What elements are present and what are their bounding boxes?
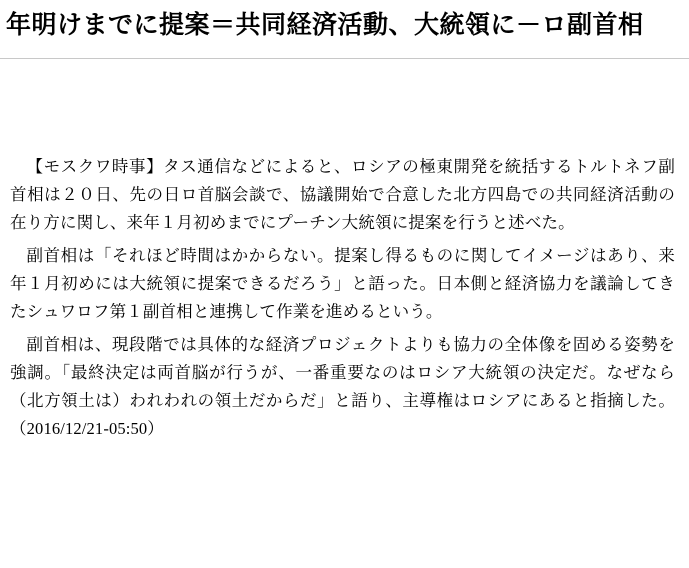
headline-divider (0, 58, 689, 59)
page-title: 年明けまでに提案＝共同経済活動、大統領に－ロ副首相 (6, 11, 644, 39)
article-body (0, 153, 689, 443)
article-paragraph: 副首相は、現段階では具体的な経済プロジェクトよりも協力の全体像を固める姿勢を強調。「最終決定は両首脳が行うが、一番重要なのはロシア大統領の決定だ。なぜなら（北方領土は）われわれの領土だからだ」と語り、主導権はロシアにあると指摘した。（2016/12/21-05:50） (10, 334, 675, 438)
article-paragraph: 【モスクワ時事】タス通信などによると、ロシアの極東開発を統括するトルトネフ副首相は２０日、先の日ロ首脳会談で、協議開始で合意した北方四島での共同経済活動の在り方に関し、来年１月初めまでにプーチン大統領に提案を行うと述べた。 (10, 156, 675, 232)
article-paragraph: 副首相は「それほど時間はかからない。提案し得るものに関してイメージはあり、来年１月初めには大統領に提案できるだろう」と語った。日本側と経済協力を議論してきたシュワロフ第１副首相と連携して作業を進めるという。 (10, 245, 675, 321)
article-container (0, 8, 689, 443)
